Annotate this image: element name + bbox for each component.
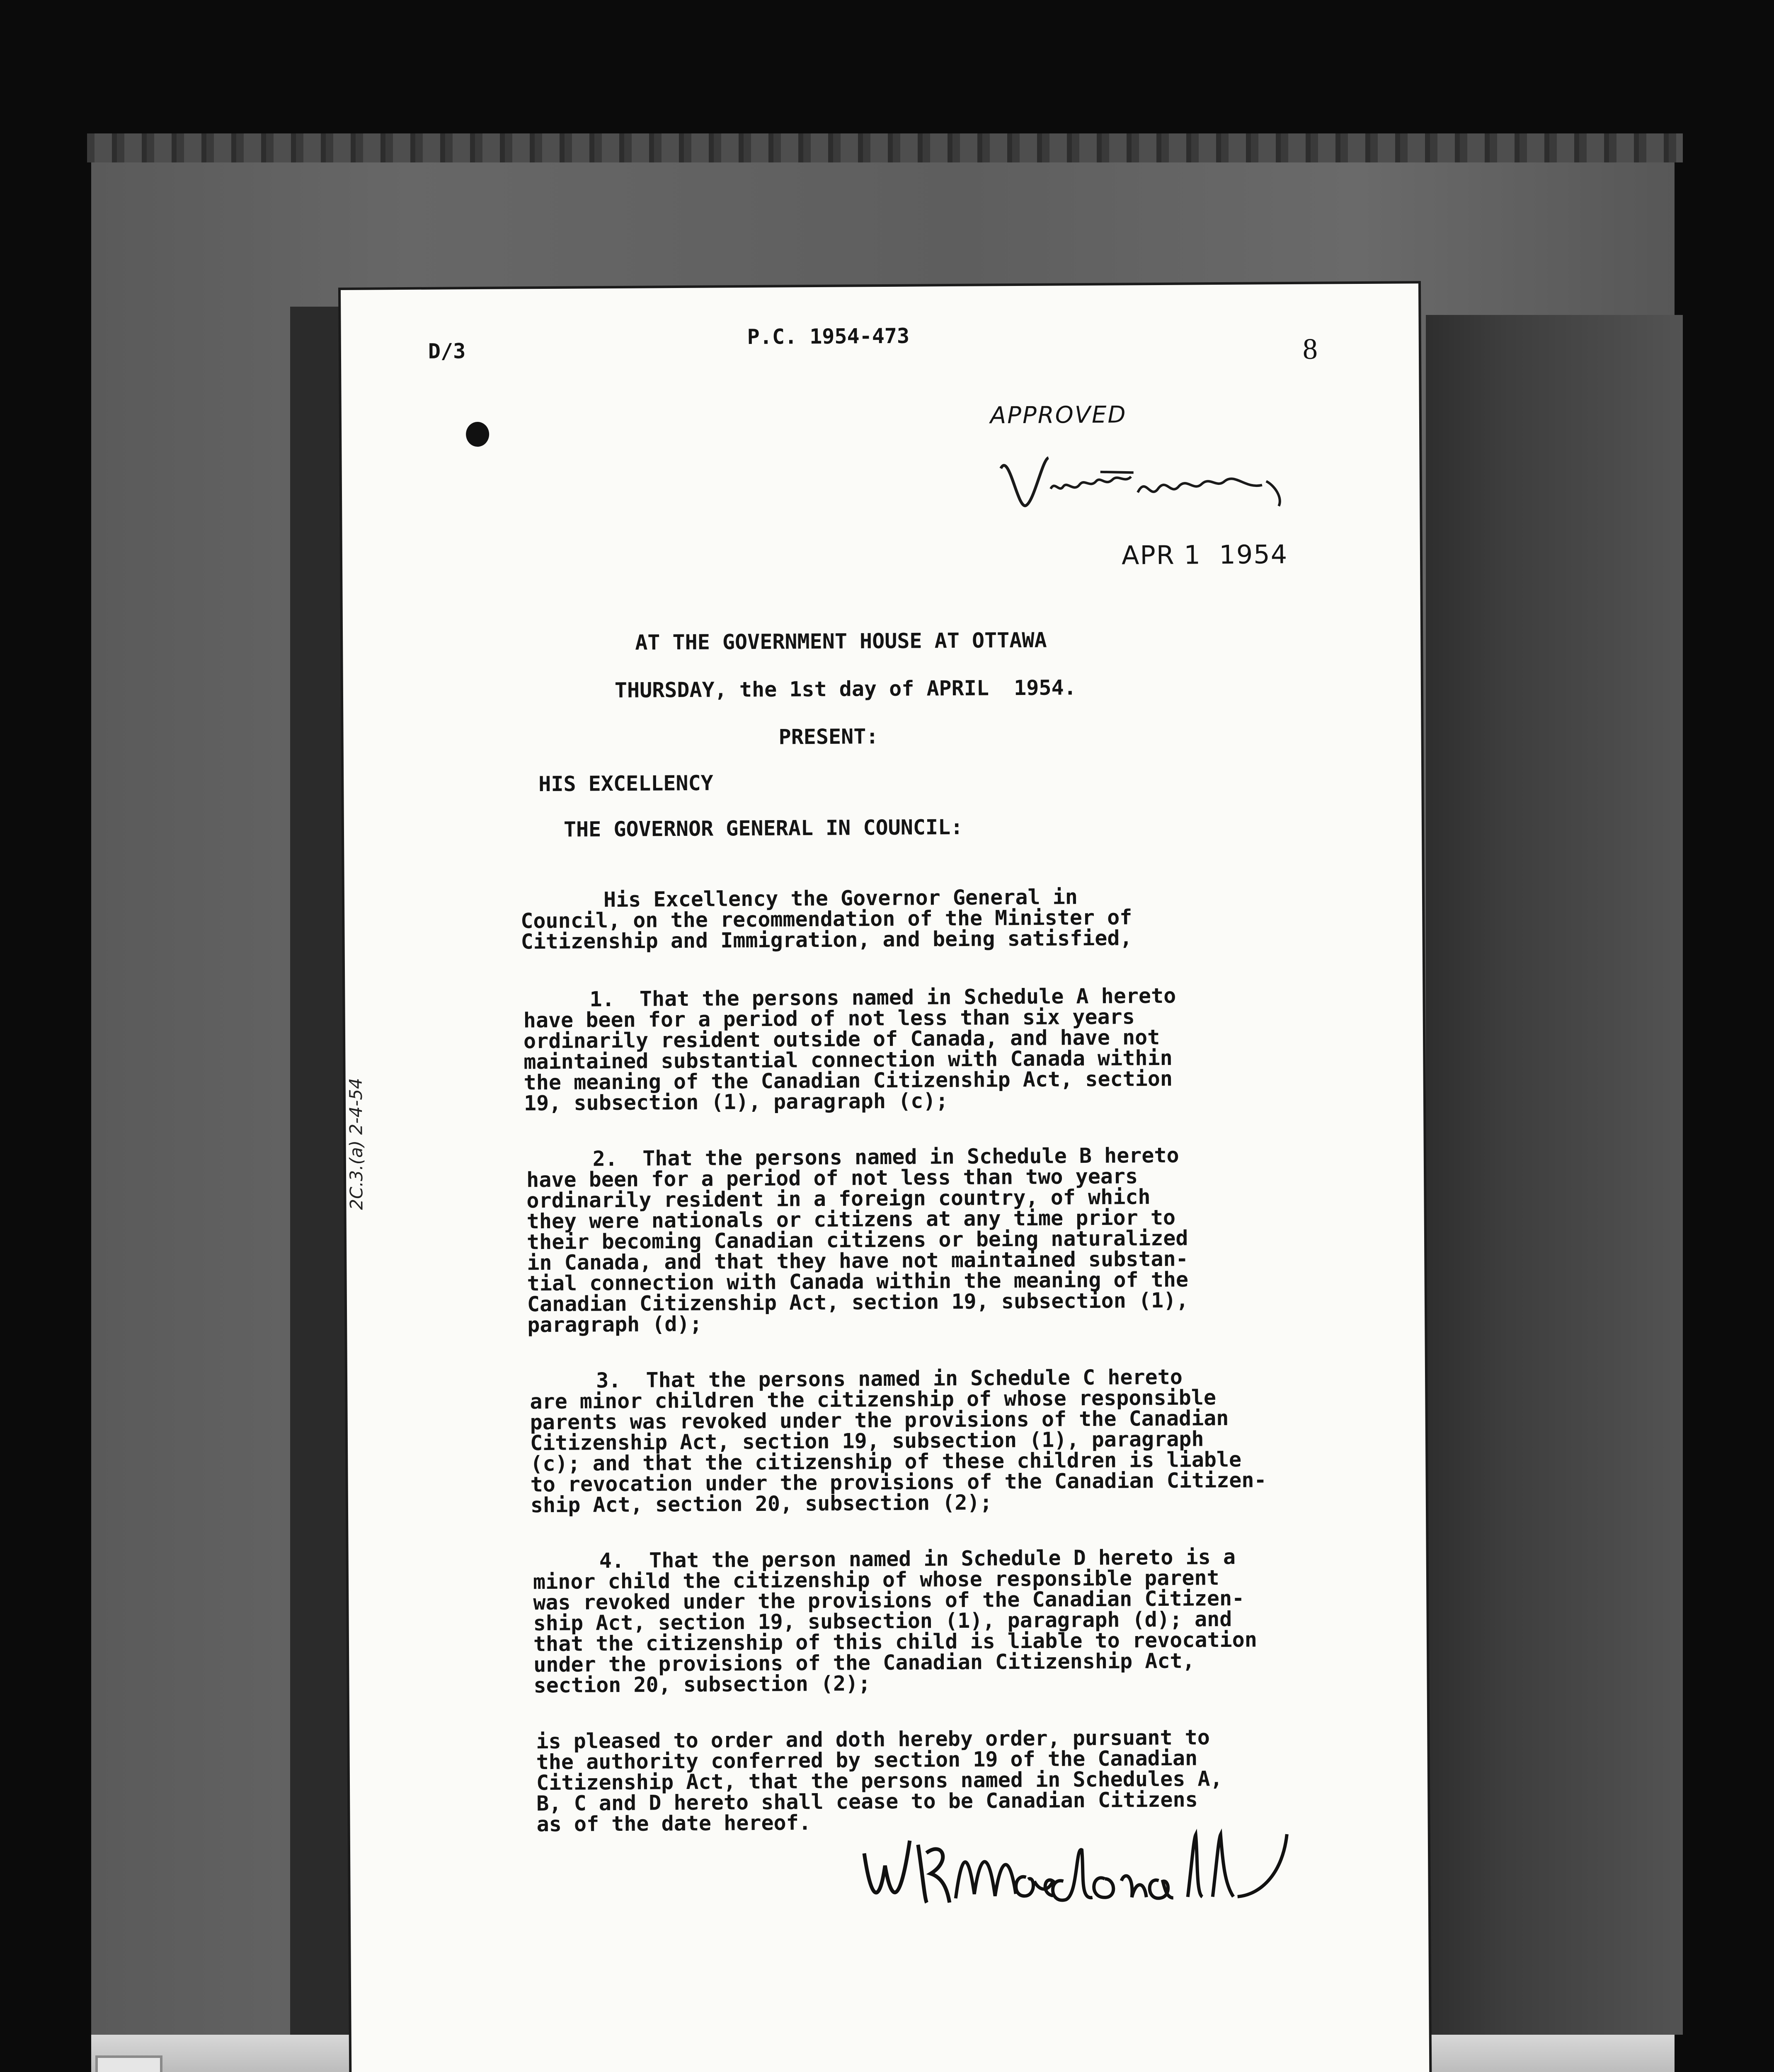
date-line: THURSDAY, the 1st day of APRIL 1954. bbox=[614, 675, 1076, 702]
order-number: P.C. 1954-473 bbox=[747, 324, 910, 349]
film-band-tab bbox=[95, 2055, 162, 2072]
clerk-signature bbox=[856, 1813, 1312, 1916]
governor-general-line: THE GOVERNOR GENERAL IN COUNCIL: bbox=[563, 815, 963, 842]
film-edge-top bbox=[87, 133, 1683, 162]
paragraph-2: 2. That the persons named in Schedule B hereto have been for a period of not less than two years ordinarily resident in a foreign country, of which they were nationals or citizens at any time prior to their becoming Canadian citizens or being naturalized in Canada, and that they have not maintained substan- tial connection with Canada within the meaning of the Canadian Citizenship Act, section 19, subsection (1), paragraph (d); bbox=[526, 1143, 1189, 1337]
his-excellency-line: HIS EXCELLENCY bbox=[538, 771, 713, 796]
intro-paragraph: His Excellency the Governor General in Council, on the recommendation of the Minister of Citizenship and Immigration, and being satisfied, bbox=[521, 885, 1132, 954]
date-stamp: APR 1 1954 bbox=[1121, 539, 1288, 571]
present-line: PRESENT: bbox=[778, 724, 879, 749]
paragraph-4: 4. That the person named in Schedule D hereto is a minor child the citizenship of whose responsible parent was revoked under the provisions of the Canadian Citizen- ship Act, section 19, subsection (1), paragraph (d); and that the citizenship of this child is liable to revocation under the provisions of the Canadian Citizenship Act, section 20, subsection (2); bbox=[533, 1544, 1258, 1698]
page-number: 8 bbox=[1302, 332, 1318, 366]
file-code: D/3 bbox=[428, 339, 466, 363]
governor-general-signature bbox=[996, 442, 1295, 518]
location-line: AT THE GOVERNMENT HOUSE AT OTTAWA bbox=[635, 628, 1047, 655]
punch-hole bbox=[466, 422, 489, 447]
paragraph-1: 1. That the persons named in Schedule A hereto have been for a period of not less than six years ordinarily resident outside of Canada, and have not maintained substantial connection with Canada within the meaning of the Canadian Citizenship Act, section 19, subsection (1), paragraph (c); bbox=[523, 983, 1176, 1116]
margin-annotation: 2C.3.(a) 2-4-54 bbox=[345, 1078, 367, 1210]
approved-label: APPROVED bbox=[990, 401, 1127, 429]
paragraph-3: 3. That the persons named in Schedule C hereto are minor children the citizenship of whose responsible parents was revoked under the provisions of the Canadian Citizenship Act, section 19, subsection (1), paragraph (c); and that the citizenship of these children is liable to revocation under the provisions of the Canadian Citizen- ship Act, section 20, subsection (2); bbox=[530, 1365, 1267, 1518]
order-conclusion: is pleased to order and doth hereby order, pursuant to the authority conferred by section 19 of the Canadian Citizenship Act, that the persons named in Schedules A, B, C and D hereto shall cease to be Canadian Citizens as of the date hereof. bbox=[536, 1725, 1223, 1837]
paper-shadow-right bbox=[1426, 315, 1683, 2035]
document-page bbox=[341, 283, 1429, 2072]
